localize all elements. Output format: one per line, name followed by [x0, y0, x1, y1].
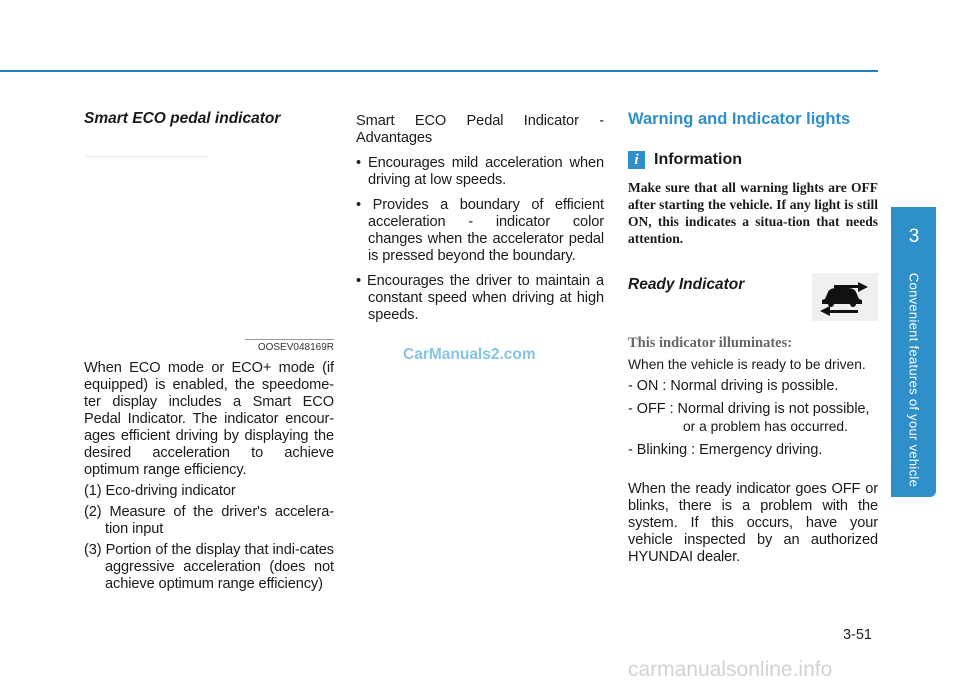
list-item: • Encourages the driver to maintain a constant speed when driving at high speeds. [356, 273, 604, 323]
state-off: - OFF : Normal driving is not possible, [628, 401, 870, 417]
information-header [628, 151, 878, 169]
middle-column [356, 110, 604, 324]
right-column [628, 110, 878, 566]
info-icon: i [628, 151, 645, 169]
state-off-continued: or a problem has occurred. [683, 419, 848, 434]
state-on: - ON : Normal driving is possible. [628, 378, 839, 394]
chapter-number: 3 [908, 226, 920, 247]
figure-placeholder [84, 128, 334, 353]
site-footer-link[interactable]: carmanualsonline.info [628, 658, 833, 681]
list-item: (1) Eco-driving indicator [84, 483, 236, 499]
information-title: Information [654, 151, 742, 168]
left-column [84, 110, 334, 593]
advantages-heading: Smart ECO Pedal Indicator - Advantages [356, 113, 604, 146]
list-item: • Provides a boundary of efficient acceleration - indicator color changes when the accelerator pedal is pressed beyond the boundary. [356, 197, 604, 264]
page-number: 3-51 [842, 627, 872, 643]
section-title-smart-eco: Smart ECO pedal indicator [84, 110, 281, 127]
ready-indicator-block [628, 273, 878, 325]
ready-indicator-title: Ready Indicator [628, 276, 745, 293]
ready-indicator-icon [812, 273, 878, 321]
header-rule [0, 70, 878, 72]
state-blinking: - Blinking : Emergency driving. [628, 442, 823, 458]
warning-indicator-heading: Warning and Indicator lights [628, 110, 851, 128]
smart-eco-paragraph: When ECO mode or ECO+ mode (if equipped) is enabled, the speedome-ter display includes a Smart ECO Pedal Indicator. The indicator encour-ages efficient driving by displaying the desired acceleration to achieve optimum range efficiency. [84, 360, 334, 478]
watermark-link[interactable]: CarManuals2.com [403, 346, 536, 363]
chapter-label-text: Convenient features of your vehicle [906, 272, 922, 488]
figure-code: OOSEV048169R [245, 339, 334, 353]
ready-paragraph: When the ready indicator goes OFF or blinks, there is a problem with the system. If this occurs, have your vehicle inspected by an authorized HYUNDAI dealer. [628, 481, 878, 565]
ready-line: When the vehicle is ready to be driven. [628, 357, 866, 372]
list-item: (2) Measure of the driver's accelera-tion input [84, 504, 334, 537]
list-item: (3) Portion of the display that indi-cates aggressive acceleration (does not achieve optimum range efficiency) [84, 542, 334, 592]
figure-divider [86, 156, 208, 157]
information-body: Make sure that all warning lights are OFF after starting the vehicle. If any light is still ON, this indicates a situa-tion that needs attention. [628, 180, 878, 246]
list-item: • Encourages mild acceleration when driving at low speeds. [356, 155, 604, 188]
illuminates-title: This indicator illuminates: [628, 335, 793, 351]
